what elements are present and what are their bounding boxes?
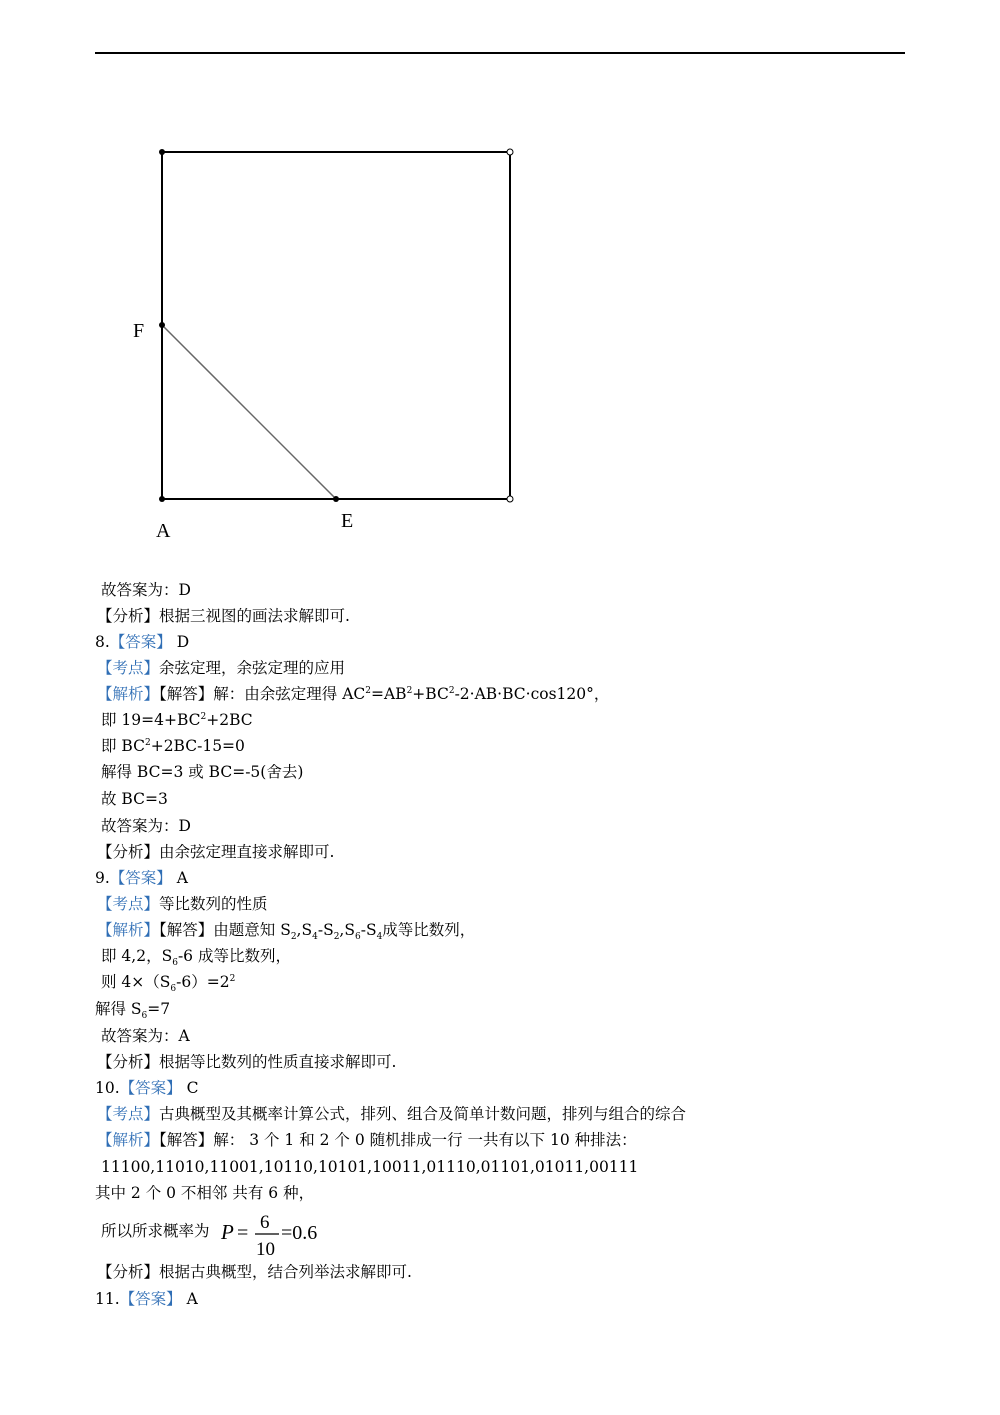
q9-solution: 【解析】【解答】由题意知 $S_2,S_4-S_2,S_6-S_4$成等比数列， [97,921,476,943]
q8-answer: 8.【答案】 D [95,633,190,651]
analysis-line: 【分析】根据三视图的画法求解即可. [97,607,350,625]
q8-keypoint: 【考点】余弦定理，余弦定理的应用 [97,659,346,677]
q10-count: 其中 2 个 0 不相邻 共有 6 种， [95,1184,315,1202]
formula-numerator: 6 [260,1212,270,1233]
vertex-top-right [507,149,513,155]
formula-p: P [221,1220,234,1244]
geometry-figure [0,0,1000,560]
q8-step3: 解得 BC=3 或 BC=-5(舍去) [101,763,304,781]
q9-step1: 即 4,2，$S_6-6$ 成等比数列， [101,947,291,969]
q8-step1: 即 $19=4+BC^2+2BC$ [101,711,253,729]
q9-analysis: 【分析】根据等比数列的性质直接求解即可. [97,1053,397,1071]
point-e [333,496,339,502]
label-f: F [133,320,145,342]
square-outline [162,152,510,499]
vertex-bottom-right [507,496,513,502]
formula-result: =0.6 [281,1222,318,1244]
q8-step4: 故 BC=3 [101,790,168,808]
answer-line: 故答案为：D [101,581,191,599]
q9-step2: 则 $4\times(S_6-6)=2^2$ [101,973,236,995]
q8-final: 故答案为：D [101,817,191,835]
label-a: A [156,520,171,542]
q10-answer: 10.【答案】 C [95,1079,199,1097]
q9-step3: 解得 $S_6=7$ [95,1000,171,1022]
q9-final: 故答案为：A [101,1027,190,1045]
segment-fe [162,325,336,499]
formula-eq: = [237,1222,249,1244]
q10-analysis: 【分析】根据古典概型，结合列举法求解即可. [97,1263,412,1281]
q11-answer: 11.【答案】 A [95,1290,198,1308]
q8-analysis: 【分析】由余弦定理直接求解即可. [97,843,335,861]
q10-keypoint: 【考点】古典概型及其概率计算公式，排列、组合及简单计数问题，排列与组合的综合 [97,1105,687,1123]
probability-formula [0,1205,400,1263]
q10-list: 11100,11010,11001,10110,10101,10011,01110,01101,01011,00111 [101,1158,639,1176]
point-a [159,496,165,502]
q10-solution: 【解析】【解答】解： 3 个 1 和 2 个 0 随机排成一行 一共有以下 10 种排法： [97,1131,637,1149]
q8-solution: 【解析】【解答】解：由余弦定理得 $AC^2=AB^2+BC^2-2\cdot AB\cdot BC\cdot\cos 120^\circ$， [97,685,610,703]
q8-step2: 即 $BC^2+2BC-15=0$ [101,737,245,755]
q9-answer: 9.【答案】 A [95,869,188,887]
label-e: E [341,510,354,532]
formula-denominator: 10 [256,1239,275,1260]
q10-prob-text: 所以所求概率为 [101,1222,210,1240]
q9-keypoint: 【考点】等比数列的性质 [97,895,268,913]
vertex-top-left [159,149,165,155]
point-f [159,322,165,328]
